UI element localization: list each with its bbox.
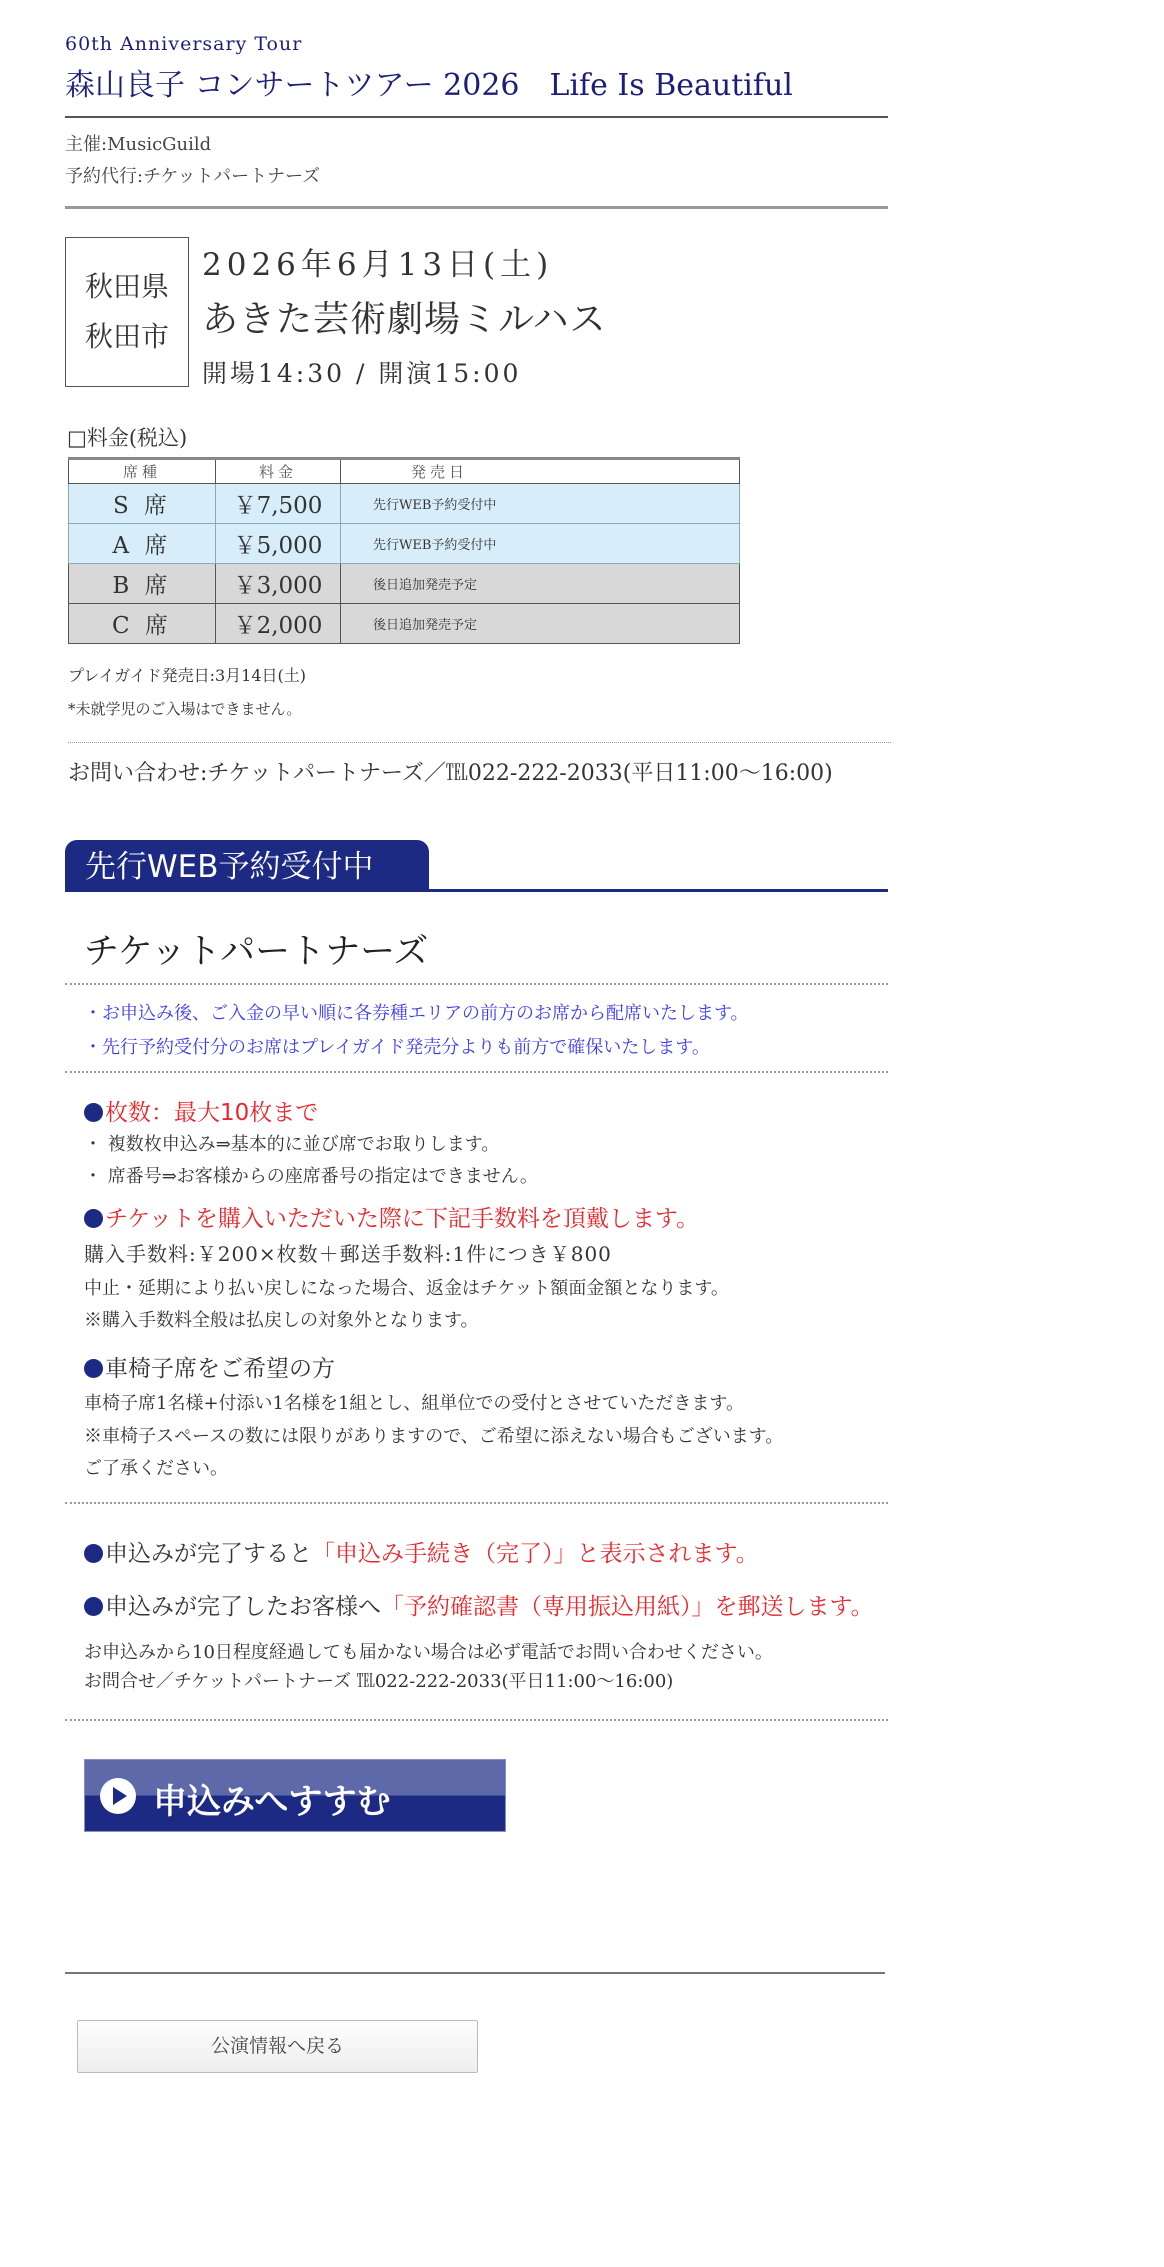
partner-name: チケットパートナーズ [84,932,429,972]
column-header: 料金 [216,459,341,484]
tour-subtitle: 60th Anniversary Tour [65,33,303,55]
fee-heading [84,1200,699,1233]
divider [65,206,888,209]
page-title: 森山良子 コンサートツアー 2026 Life Is Beautiful [65,68,793,103]
play-icon [100,1778,136,1814]
prefecture: 秋田県 [84,270,169,303]
column-header: 席種 [69,459,216,484]
wheelchair-heading-text: 車椅子席をご希望の方 [105,1356,335,1382]
fee-line: 中止・延期により払い戻しになった場合、返金はチケット額面金額となります。 [84,1278,729,1299]
location-box [65,237,189,387]
fee-heading-text: チケットを購入いただいた際に下記手数料を頂戴します。 [105,1206,700,1232]
mailing-note [84,1588,874,1621]
column-header: 発売日 [341,459,740,484]
sale-status: 後日追加発売予定 [341,604,740,644]
event-date: 2026年6月13日(土) [202,247,554,283]
wheelchair-line: ※車椅子スペースの数には限りがありますので、ご希望に添えない場合もございます。 [84,1426,784,1447]
sale-status: 先行WEB予約受付中 [341,524,740,564]
mailing-highlight: 「予約確認書（専用振込用紙）」を郵送します。 [381,1594,874,1620]
divider [65,983,888,985]
playguide-date: プレイガイド発売日:3月14日(土) [68,666,307,685]
table-header [69,459,740,484]
age-note: *未就学児のご入場はできません。 [68,700,302,718]
price: ￥2,000 [216,604,341,644]
divider [65,1071,888,1073]
table-row [69,524,740,564]
fee-line: 購入手数料:￥200×枚数＋郵送手数料:1件につき￥800 [84,1242,612,1266]
limit-heading [84,1094,318,1127]
sale-status: 後日追加発売予定 [341,564,740,604]
seat-type: A 席 [69,524,216,564]
limit-item: ・ 複数枚申込み⇒基本的に並び席でお取りします。 [84,1134,500,1155]
contact-line: お申込みから10日程度経過しても届かない場合は必ず電話でお問い合わせください。 [84,1642,773,1663]
event-times: 開場14:30 / 開演15:00 [202,359,522,388]
wheelchair-line: ご了承ください。 [84,1458,228,1479]
pricing-heading: □料金(税込) [67,426,188,450]
blue-note: ・先行予約受付分のお席はプレイガイド発売分よりも前方で確保いたします。 [84,1037,710,1058]
table-row [69,484,740,524]
table-row [69,604,740,644]
wheelchair-line: 車椅子席1名様+付添い1名様を1組とし、組単位での受付とさせていただきます。 [84,1393,744,1414]
completion-text: 申込みが完了すると [105,1541,312,1567]
divider [65,1972,885,1974]
price: ￥5,000 [216,524,341,564]
pricing-table [68,457,740,644]
fee-line: ※購入手数料全般は払戻しの対象外となります。 [84,1310,479,1331]
organizer: 主催:MusicGuild [65,134,212,155]
bullet-icon [84,1103,103,1122]
city: 秋田市 [84,320,169,353]
web-presale-tab [65,840,429,892]
bullet-icon [84,1597,103,1616]
sale-status: 先行WEB予約受付中 [341,484,740,524]
bullet-icon [84,1359,103,1378]
contact-line: お問合せ／チケットパートナーズ ℡022-222-2033(平日11:00～16:00) [84,1671,674,1692]
completion-note [84,1535,759,1568]
inquiry: お問い合わせ:チケットパートナーズ／℡022-222-2033(平日11:00～16:00) [68,761,833,786]
seat-type: C 席 [69,604,216,644]
seat-type: B 席 [69,564,216,604]
mailing-text: 申込みが完了したお客様へ [105,1594,381,1620]
seat-type: S 席 [69,484,216,524]
bullet-icon [84,1209,103,1228]
divider [65,116,888,118]
price: ￥7,500 [216,484,341,524]
divider [65,1719,888,1721]
apply-button[interactable] [84,1759,506,1832]
limit-heading-text: 枚数：最大10枚まで [105,1100,319,1126]
divider [68,742,891,743]
wheelchair-heading [84,1350,335,1383]
tab-underline [65,889,888,892]
bullet-icon [84,1544,103,1563]
completion-highlight: 「申込み手続き（完了）」と表示されます。 [312,1541,759,1567]
divider [65,1502,888,1504]
venue: あきた芸術劇場ミルハス [202,299,607,340]
table-row [69,564,740,604]
agency: 予約代行:チケットパートナーズ [65,166,321,187]
back-to-event-button[interactable]: 公演情報へ戻る [77,2020,478,2073]
limit-item: ・ 席番号⇒お客様からの座席番号の指定はできません。 [84,1166,538,1187]
price: ￥3,000 [216,564,341,604]
apply-button-label: 申込みへすすむ [153,1782,391,1822]
blue-note: ・お申込み後、ご入金の早い順に各券種エリアの前方のお席から配席いたします。 [84,1003,749,1024]
tab-label: 先行WEB予約受付中 [85,849,374,885]
